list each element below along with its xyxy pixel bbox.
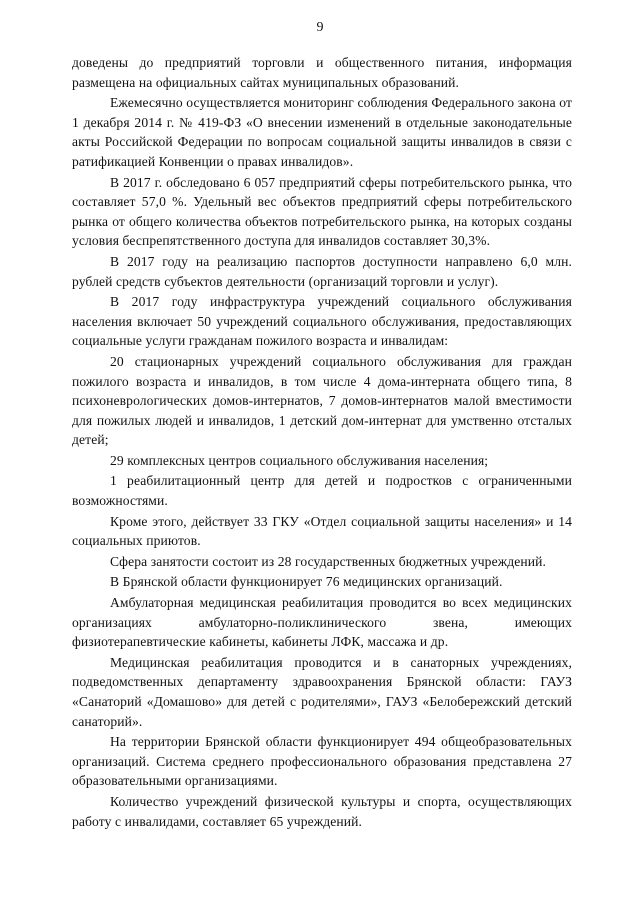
paragraph: На территории Брянской области функционирует 494 общеобразовательных организаций. Система среднего профессионального образования представлена 27 образовательными организациями.	[72, 734, 572, 789]
paragraph: Сфера занятости состоит из 28 государственных бюджетных учреждений.	[110, 553, 546, 569]
paragraph: В 2017 году на реализацию паспортов доступности направлено 6,0 млн. рублей средств субъектов деятельности (организаций торговли и услуг).	[72, 253, 572, 289]
body-text	[72, 53, 572, 832]
paragraph: Медицинская реабилитация проводится и в санаторных учреждениях, подведомственных департаменту здравоохранения Брянской области: ГАУЗ «Санаторий «Домашово» для детей с родителями», ГАУЗ «Белобережский детский санаторий».	[72, 654, 572, 729]
paragraph: 29 комплексных центров социального обслуживания населения;	[110, 452, 489, 468]
paragraph: Ежемесячно осуществляется мониторинг соблюдения Федерального закона от 1 декабря 2014 г. № 419-ФЗ «О внесении изменений в отдельные законодательные акты Российской Федерации по вопросам социальной защиты инвалидов в связи с ратификацией Конвенции о правах инвалидов».	[72, 95, 572, 169]
page-number: 9	[316, 20, 324, 35]
paragraph: В 2017 году инфраструктура учреждений социального обслуживания населения включает 50 учреждений социального обслуживания, предоставляющих социальные услуги гражданам пожилого возраста и инвалидам:	[72, 294, 572, 349]
paragraph: 20 стационарных учреждений социального обслуживания для граждан пожилого возраста и инвалидов, в том числе 4 дома-интерната общего типа, 8 психоневрологических домов-интернатов, 7 домов-интернатов малой вместимости для пожилых людей и инвалидов, 1 детский дом-интернат для умственно отсталых детей;	[72, 353, 572, 448]
paragraph: 1 реабилитационный центр для детей и подростков с ограниченными возможностями.	[72, 473, 572, 509]
paragraph: В Брянской области функционирует 76 медицинских организаций.	[110, 574, 503, 590]
paragraph: Амбулаторная медицинская реабилитация проводится во всех медицинских организациях амбулаторно-поликлинического звена, имеющих физиотерапевтические кабинеты, кабинеты ЛФК, массажа и др.	[72, 595, 572, 650]
paragraph: В 2017 г. обследовано 6 057 предприятий сферы потребительского рынка, что составляет 57,0 %. Удельный вес объектов предприятий сферы потребительского рынка от общего количества объектов потребительского рынка, на которых созданы условия беспрепятственного доступа для инвалидов составляет 30,3%.	[72, 174, 572, 249]
paragraph: Кроме этого, действует 33 ГКУ «Отдел социальной защиты населения» и 14 социальных приютов.	[72, 513, 572, 549]
paragraph: доведены до предприятий торговли и общественного питания, информация размещена на официальных сайтах муниципальных образований.	[72, 55, 572, 90]
paragraph: Количество учреждений физической культуры и спорта, осуществляющих работу с инвалидами, составляет 65 учреждений.	[72, 793, 572, 829]
